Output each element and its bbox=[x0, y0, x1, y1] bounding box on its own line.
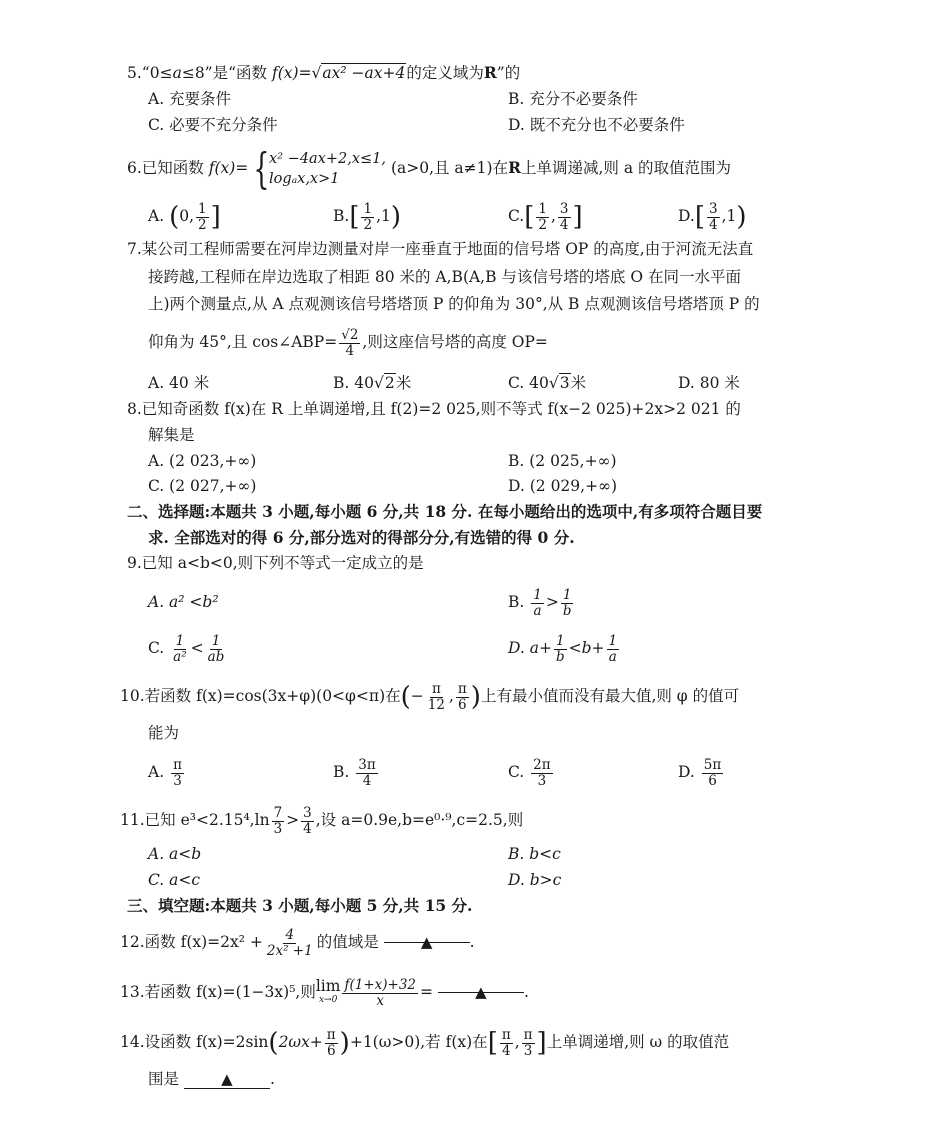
q6-piecewise: x² −4ax+2,x≤1, logₐx,x>1 bbox=[269, 151, 386, 187]
q6-number: 6. bbox=[127, 159, 142, 177]
q10-option-c[interactable]: C. $\frac{2\pi}{3}$ bbox=[508, 756, 551, 789]
q11-stem: 11.已知 e³<2.15⁴,ln $\frac{7}{3}$ > $\frac{3}{4}$ ,设 a=0.9e,b=e⁰·⁹,c=2.5,则 bbox=[120, 804, 524, 837]
q9-option-d[interactable]: D. a+ $\frac{1}{b}$ <b+ $\frac{1}{a}$ bbox=[508, 632, 618, 665]
q14-number: 14. bbox=[120, 1033, 145, 1051]
q6-option-d[interactable]: D.[ $\frac{3}{4}$ ,1) bbox=[678, 200, 747, 233]
q7-option-a[interactable]: A. 40 米 bbox=[148, 374, 210, 392]
q6-option-a[interactable]: A. (0, $\frac{1}{2}$ ] bbox=[148, 200, 221, 233]
q13-number: 13. bbox=[120, 983, 145, 1001]
q12-number: 12. bbox=[120, 933, 145, 951]
q14-answer-blank[interactable] bbox=[184, 1068, 270, 1089]
q8-option-c[interactable]: C. (2 027,+∞) bbox=[148, 477, 257, 495]
q9-option-b[interactable]: B. $\frac{1}{a}$ > $\frac{1}{b}$ bbox=[508, 586, 572, 619]
q5-number: 5. bbox=[127, 64, 142, 82]
q6-stem: 6.已知函数 f(x)= { x² −4ax+2,x≤1, logₐx,x>1 (a>0,且 a≠1)在R上单调递减,则 a 的取值范围为 bbox=[127, 144, 731, 193]
exam-page: 5.“0≤a≤8”是“函数 f(x)=√ax² −ax+4的定义域为R”的 A. 充要条件 B. 充分不必要条件 C. 必要不充分条件 D. 既不充分也不必要条件 6.已知函数 f(x)= { x² −4ax+2,x≤1, logₐx,x>1 (a>0,且 a≠1)在R上单调递减,则 a 的取值范围为 A. (0, $\frac{1}{2}$ ] B.[ $\frac{1}{2}$ ,1) C.[ $\frac{1}{2}$ , $\frac{3}{4}$ ] D.[ $\frac{3}{4}$ ,1) 7.某公司工程师需要在河岸边测量对岸一座垂直于地面的信号塔 OP 的高度,由于河流无法直 接跨越,工程师在岸边选取了相距 80 米的 A,B(A,B 与该信号塔的塔底 O 在同一水平面 上)两个测量点,从 A 点观测该信号塔塔顶 P 的仰角为 30°,从 B 点观测该信号塔塔顶 P 的 仰角为 45°,且 cos∠ABP= $\frac{√2}{4}$ ,则这座信号塔的高度 OP= A. 40 米 B. 40√2米 C. 40√3米 D. 80 米 8.已知奇函数 f(x)在 R 上单调递增,且 f(2)=2 025,则不等式 f(x−2 025)+2x>2 021 的 解集是 A. (2 023,+∞) B. (2 025,+∞) C. (2 027,+∞) D. (2 029,+∞) 二、选择题:本题共 3 小题,每小题 6 分,共 18 分. 在每小题给出的选项中,有多项符合题目要 求. 全部选对的得 6 分,部分选对的得部分分,有选错的得 0 分. 9.已知 a<b<0,则下列不等式一定成立的是 A. a² <b² B. $\frac{1}{a}$ > $\frac{1}{b}$ C. $\frac{1}{\text{a²}}$ < $\frac{1}{ab}$ D. a+ $\frac{1}{b}$ <b+ $\frac{1}{a}$ 10.若函数 f(x)=cos(3x+φ)(0<φ<π)在(− $\frac{\pi}{12}$ , $\frac{\pi}{6}$ )上有最小值而没有最大值,则 φ 的值可 能为 A. $\frac{\pi}{3}$ B. $\frac{3\pi}{4}$ C. $\frac{2\pi}{3}$ D. $\frac{5\pi}{6}$ 11.已知 e³<2.15⁴,ln $\frac{7}{3}$ > $\frac{3}{4}$ ,设 a=0.9e,b=e⁰·⁹,c=2.5,则 A. a<b B. b<c C. a<c D. b>c 三、填空题:本题共 3 小题,每小题 5 分,共 15 分. 12.函数 f(x)=2x² + $\frac{4}{\text{2x² +1}}$ 的值域是 ▲ . 13.若函数 f(x)=(1−3x)⁵,则 lim x→0 $\frac{f(1+x)+32}{x}$ = ▲ . 14.设函数 f(x)=2sin(2ωx+ $\frac{\pi}{6}$ )+1(ω>0),若 f(x)在[ $\frac{\pi}{4}$ , $\frac{\pi}{3}$ ]上单调递增,则 ω 的取值范 围是 ▲ . bbox=[0, 0, 950, 1138]
q10-number: 10. bbox=[120, 687, 145, 705]
triangle-icon: ▲ bbox=[420, 933, 433, 951]
q7-option-d[interactable]: D. 80 米 bbox=[678, 374, 740, 392]
triangle-icon: ▲ bbox=[221, 1070, 233, 1088]
q5-option-b[interactable]: B. 充分不必要条件 bbox=[508, 90, 638, 108]
q12-answer-blank[interactable] bbox=[384, 922, 470, 951]
q6-options bbox=[0, 198, 950, 234]
q12-stem: 12.函数 f(x)=2x² + $\frac{4}{\text{2x² +1}}$ 的值域是 ▲ . bbox=[0, 922, 950, 962]
q11-option-b[interactable]: B. b<c bbox=[508, 845, 561, 863]
q5-option-d[interactable]: D. 既不充分也不必要条件 bbox=[508, 116, 685, 134]
q13-stem: 13.若函数 f(x)=(1−3x)⁵,则 lim x→0 $\frac{f(1+x)+32}{x}$ = ▲ . bbox=[0, 972, 950, 1012]
q9-options-row1 bbox=[0, 582, 950, 622]
q10-stem: 10.若函数 f(x)=cos(3x+φ)(0<φ<π)在(− $\frac{\pi}{12}$ , $\frac{\pi}{6}$ )上有最小值而没有最大值,则 φ 的值可 bbox=[120, 680, 740, 713]
q5-option-c[interactable]: C. 必要不充分条件 bbox=[148, 116, 278, 134]
q11-option-c[interactable]: C. a<c bbox=[148, 871, 201, 889]
q8-option-a[interactable]: A. (2 023,+∞) bbox=[148, 452, 257, 470]
q11-number: 11. bbox=[120, 811, 145, 829]
q6-option-b[interactable]: B.[ $\frac{1}{2}$ ,1) bbox=[333, 200, 402, 233]
q14-stem: 14.设函数 f(x)=2sin(2ωx+ $\frac{\pi}{6}$ )+1(ω>0),若 f(x)在[ $\frac{\pi}{4}$ , $\frac{\pi}{3}$ ]上单调递增,则 ω 的取值范 bbox=[120, 1026, 730, 1059]
q9-number: 9. bbox=[127, 554, 142, 572]
q9-options-row2 bbox=[0, 628, 950, 668]
q6-option-c[interactable]: C.[ $\frac{1}{2}$ , $\frac{3}{4}$ ] bbox=[508, 200, 583, 233]
q9-option-a[interactable]: A. a² <b² bbox=[148, 593, 219, 611]
q8-number: 8. bbox=[127, 400, 142, 418]
q8-option-b[interactable]: B. (2 025,+∞) bbox=[508, 452, 617, 470]
q7-option-c[interactable]: C. 40√3米 bbox=[508, 374, 587, 392]
q5-option-a[interactable]: A. 充要条件 bbox=[148, 90, 232, 108]
q11-option-d[interactable]: D. b>c bbox=[508, 871, 562, 889]
q10-option-b[interactable]: B. $\frac{3\pi}{4}$ bbox=[333, 756, 376, 789]
q10-option-d[interactable]: D. $\frac{5\pi}{6}$ bbox=[678, 756, 722, 789]
q7-line4: 仰角为 45°,且 cos∠ABP= $\frac{√2}{4}$ ,则这座信号塔的高度 OP= bbox=[148, 326, 548, 359]
q7-number: 7. bbox=[127, 240, 142, 258]
q8-option-d[interactable]: D. (2 029,+∞) bbox=[508, 477, 618, 495]
q9-option-c[interactable]: C. $\frac{1}{\text{a²}}$ < $\frac{1}{ab}$ bbox=[148, 632, 225, 665]
q11-option-a[interactable]: A. a<b bbox=[148, 845, 202, 863]
q13-answer-blank[interactable] bbox=[438, 972, 524, 1001]
q10-options bbox=[0, 752, 950, 792]
q10-option-a[interactable]: A. $\frac{\pi}{3}$ bbox=[148, 756, 182, 789]
q7-option-b[interactable]: B. 40√2米 bbox=[333, 374, 412, 392]
triangle-icon: ▲ bbox=[475, 983, 487, 1001]
